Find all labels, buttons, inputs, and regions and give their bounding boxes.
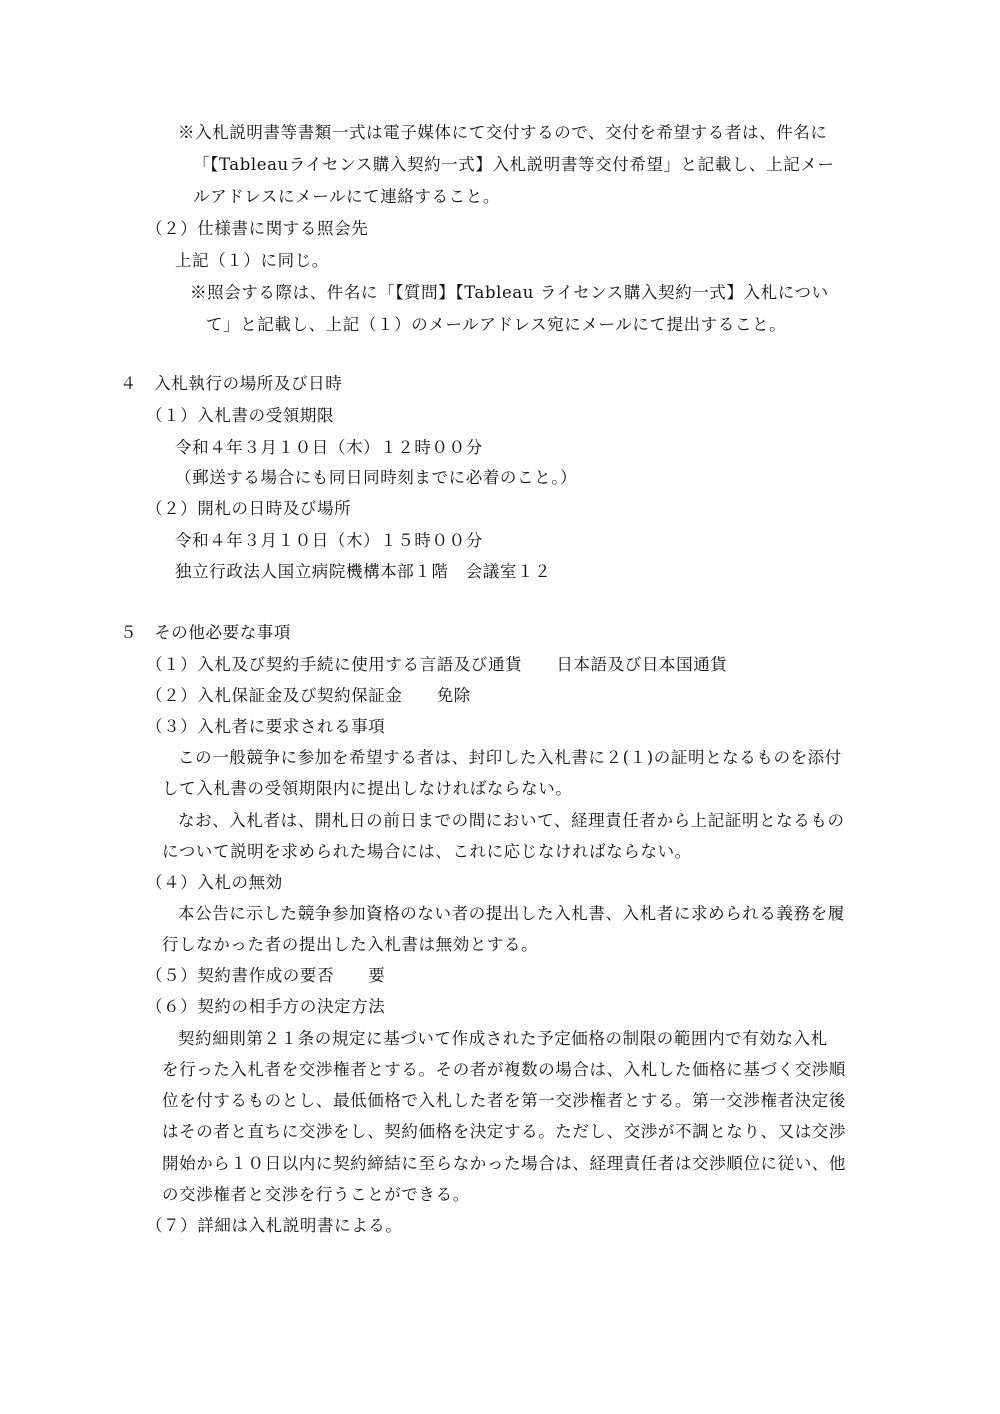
- paragraph-line: の交渉権者と交渉を行うことができる。: [162, 1185, 470, 1204]
- section-heading: ４ 入札執行の場所及び日時: [120, 374, 343, 393]
- paragraph-line: はその者と直ちに交渉をし、契約価格を決定する。ただし、交渉が不調となり、又は交渉: [162, 1122, 846, 1141]
- subsection-heading: （２）開札の日時及び場所: [146, 499, 352, 518]
- paragraph-line: 令和４年３月１０日（木）１５時００分: [175, 531, 483, 550]
- paragraph-line: （郵送する場合にも同日同時刻までに必着のこと。）: [175, 468, 578, 487]
- paragraph-line: この一般競争に参加を希望する者は、封印した入札書に２(１)の証明となるものを添付: [178, 748, 842, 767]
- paragraph-line: を行った入札者を交渉権者とする。その者が複数の場合は、入札した価格に基づく交渉順: [162, 1060, 846, 1079]
- paragraph-line: 上記（１）に同じ。: [175, 251, 329, 270]
- note-line: ※照会する際は、件名に「【質問】【Tableau ライセンス購入契約一式】入札につい: [190, 283, 829, 302]
- subsection-heading: （１）入札書の受領期限: [146, 406, 335, 425]
- paragraph-line: 行しなかった者の提出した入札書は無効とする。: [162, 935, 539, 954]
- paragraph-line: して入札書の受領期限内に提出しなければならない。: [162, 779, 573, 798]
- paragraph-line: 開始から１０日以内に契約締結に至らなかった場合は、経理責任者は交渉順位に従い、他: [162, 1154, 846, 1173]
- paragraph-line: 独立行政法人国立病院機構本部１階 会議室１２: [175, 562, 552, 581]
- paragraph-line: なお、入札者は、開札日の前日までの間において、経理責任者から上記証明となるもの: [178, 811, 845, 830]
- paragraph-line: 契約細則第２１条の規定に基づいて作成された予定価格の制限の範囲内で有効な入札: [178, 1029, 828, 1048]
- subsection-heading: （３）入札者に要求される事項: [146, 717, 386, 736]
- subsection-heading: （４）入札の無効: [146, 873, 283, 892]
- subsection-heading: （１）入札及び契約手続に使用する言語及び通貨 日本語及び日本国通貨: [146, 655, 728, 674]
- paragraph-line: について説明を求められた場合には、これに応じなければならない。: [162, 842, 692, 861]
- subsection-heading: （６）契約の相手方の決定方法: [146, 997, 386, 1016]
- paragraph-line: 本公告に示した競争参加資格のない者の提出した入札書、入札者に求められる義務を履: [178, 904, 845, 923]
- note-line: ※入札説明書等書類一式は電子媒体にて交付するので、交付を希望する者は、件名に: [178, 123, 828, 142]
- note-line: 「【Tableauライセンス購入契約一式】入札説明書等交付希望」と記載し、上記メー: [193, 155, 835, 174]
- section-heading: ５ その他必要な事項: [120, 623, 291, 642]
- subsection-heading: （５）契約書作成の要否 要: [146, 966, 386, 985]
- subsection-heading: （２）入札保証金及び契約保証金 免除: [146, 686, 471, 705]
- subsection-heading: （７）詳細は入札説明書による。: [146, 1216, 403, 1235]
- note-line: て」と記載し、上記（１）のメールアドレス宛にメールにて提出すること。: [206, 315, 787, 334]
- paragraph-line: 位を付するものとし、最低価格で入札した者を第一交渉権者とする。第一交渉権者決定後: [162, 1091, 846, 1110]
- paragraph-line: 令和４年３月１０日（木）１２時００分: [175, 438, 483, 457]
- note-line: ルアドレスにメールにて連絡すること。: [193, 187, 500, 206]
- subsection-heading: （２）仕様書に関する照会先: [146, 219, 369, 238]
